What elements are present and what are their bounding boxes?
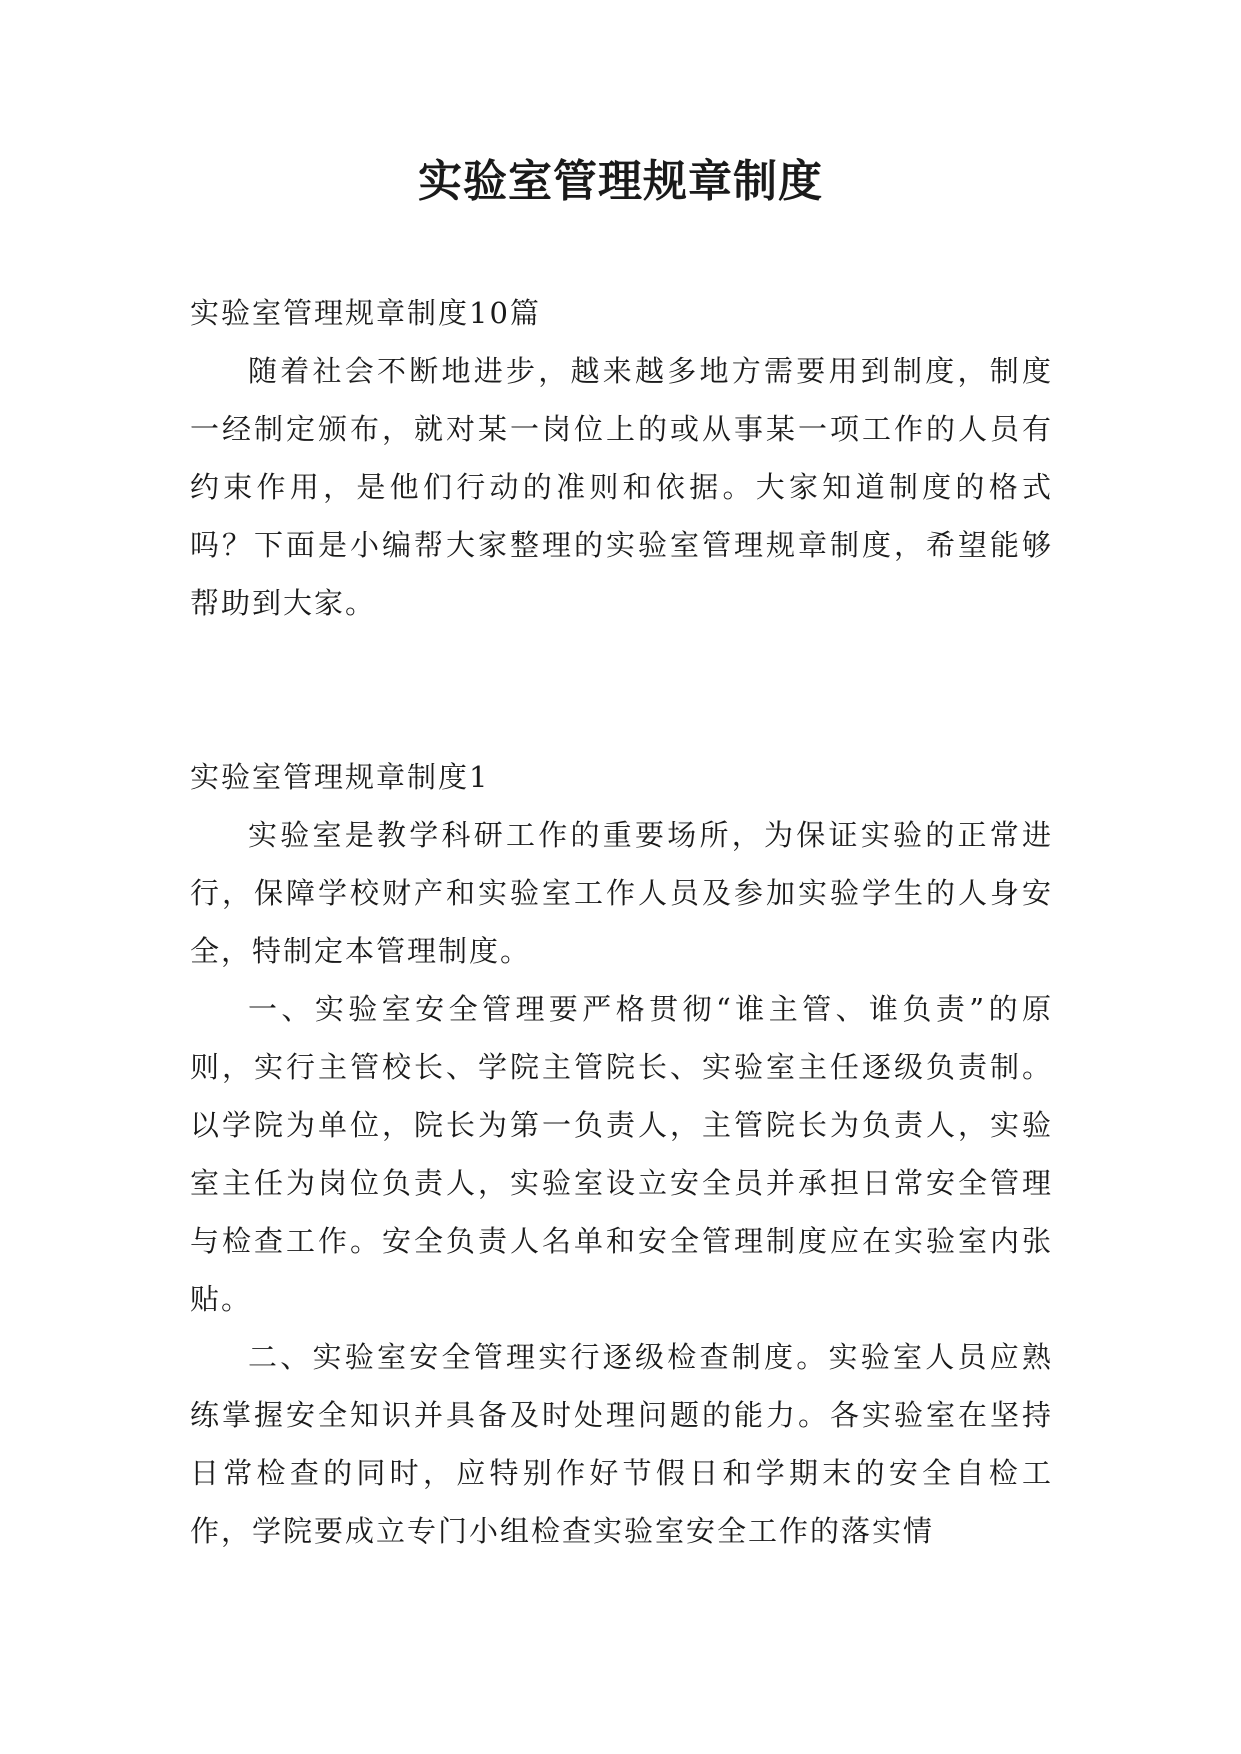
section-spacer	[190, 632, 1053, 748]
section-paragraph: 二、实验室安全管理实行逐级检查制度。实验室人员应熟练掌握安全知识并具备及时处理问题的能力。各实验室在坚持日常检查的同时，应特别作好节假日和学期末的安全自检工作，学院要成立专门小组检查实验室安全工作的落实情	[190, 1340, 1053, 1548]
section-paragraph: 实验室是教学科研工作的重要场所，为保证实验的正常进行，保障学校财产和实验室工作人员及参加实验学生的人身安全，特制定本管理制度。	[190, 818, 1053, 968]
section-heading: 实验室管理规章制度1	[190, 760, 490, 794]
section-paragraph: 一、实验室安全管理要严格贯彻“谁主管、谁负责”的原则，实行主管校长、学院主管院长、实验室主任逐级负责制。以学院为单位，院长为第一负责人，主管院长为负责人，实验室主任为岗位负责人，实验室设立安全员并承担日常安全管理与检查工作。安全负责人名单和安全管理制度应在实验室内张贴。	[190, 992, 1053, 1316]
document-title: 实验室管理规章制度	[418, 156, 823, 207]
document-body	[190, 284, 1053, 1560]
intro-paragraph: 随着社会不断地进步，越来越多地方需要用到制度，制度一经制定颁布，就对某一岗位上的或从事某一项工作的人员有约束作用，是他们行动的准则和依据。大家知道制度的格式吗？下面是小编帮大家整理的实验室管理规章制度，希望能够帮助到大家。	[190, 354, 1053, 620]
document-subtitle: 实验室管理规章制度10篇	[190, 296, 541, 330]
